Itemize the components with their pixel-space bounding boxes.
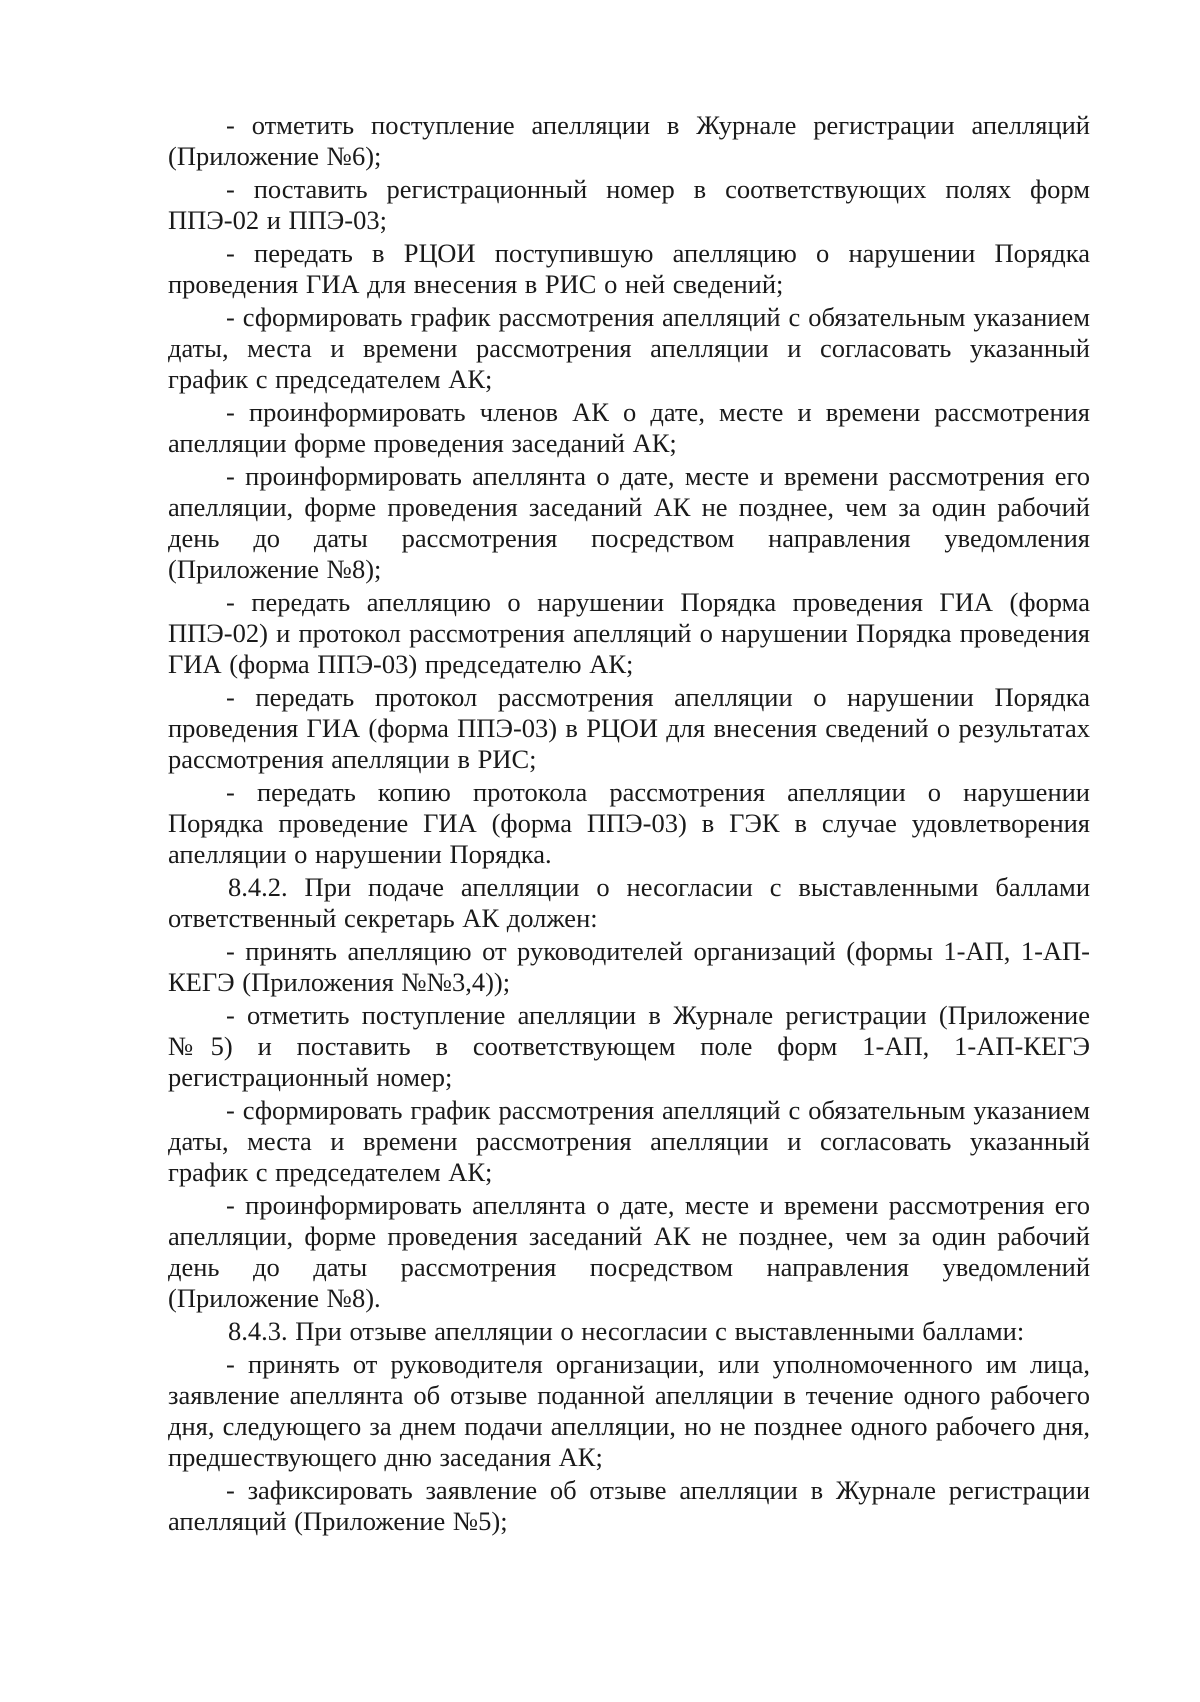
list-item: - передать копию протокола рассмотрения апелляции о нарушении Порядка проведение ГИА (форма ППЭ-03) в ГЭК в случае удовлетворения апелляции о нарушении Порядка. — [168, 777, 1090, 869]
section-heading-8-4-3: 8.4.3. При отзыве апелляции о несогласии с выставленными баллами: — [228, 1316, 1025, 1346]
list-item: - проинформировать членов АК о дате, месте и времени рассмотрения апелляции форме проведения заседаний АК; — [168, 397, 1090, 458]
section-heading-8-4-2: 8.4.2. При подаче апелляции о несогласии с выставленными баллами ответственный секретарь АК должен: — [168, 872, 1090, 933]
list-item: - передать протокол рассмотрения апелляции о нарушении Порядка проведения ГИА (форма ППЭ-03) в РЦОИ для внесения сведений о результатах рассмотрения апелляции в РИС; — [168, 682, 1090, 774]
list-item: - проинформировать апеллянта о дате, месте и времени рассмотрения его апелляции, форме проведения заседаний АК не позднее, чем за один рабочий день до даты рассмотрения посредством направления уведомлений (Приложение №8). — [168, 1190, 1090, 1313]
list-item: - поставить регистрационный номер в соответствующих полях форм ППЭ-02 и ППЭ-03; — [168, 174, 1090, 235]
list-item: - передать в РЦОИ поступившую апелляцию о нарушении Порядка проведения ГИА для внесения в РИС о ней сведений; — [168, 238, 1090, 299]
list-item: - принять апелляцию от руководителей организаций (формы 1-АП, 1-АП-КЕГЭ (Приложения №№3,4)); — [168, 936, 1090, 997]
list-item: - принять от руководителя организации, или уполномоченного им лица, заявление апеллянта об отзыве поданной апелляции в течение одного рабочего дня, следующего за днем подачи апелляции, но не позднее одного рабочего дня, предшествующего дню заседания АК; — [168, 1349, 1090, 1472]
list-item: - отметить поступление апелляции в Журнале регистрации апелляций (Приложение №6); — [168, 110, 1090, 171]
document-body — [168, 110, 1090, 1539]
list-item: - сформировать график рассмотрения апелляций с обязательным указанием даты, места и времени рассмотрения апелляции и согласовать указанный график с председателем АК; — [168, 302, 1090, 394]
list-item: - сформировать график рассмотрения апелляций с обязательным указанием даты, места и времени рассмотрения апелляции и согласовать указанный график с председателем АК; — [168, 1095, 1090, 1187]
list-item: - зафиксировать заявление об отзыве апелляции в Журнале регистрации апелляций (Приложение №5); — [168, 1475, 1090, 1536]
list-item: - передать апелляцию о нарушении Порядка проведения ГИА (форма ППЭ-02) и протокол рассмотрения апелляций о нарушении Порядка проведения ГИА (форма ППЭ-03) председателю АК; — [168, 587, 1090, 679]
list-item: - проинформировать апеллянта о дате, месте и времени рассмотрения его апелляции, форме проведения заседаний АК не позднее, чем за один рабочий день до даты рассмотрения посредством направления уведомления (Приложение №8); — [168, 461, 1090, 584]
list-item: - отметить поступление апелляции в Журнале регистрации (Приложение №5) и поставить в соответствующем поле форм 1-АП, 1-АП-КЕГЭ регистрационный номер; — [168, 1000, 1090, 1092]
